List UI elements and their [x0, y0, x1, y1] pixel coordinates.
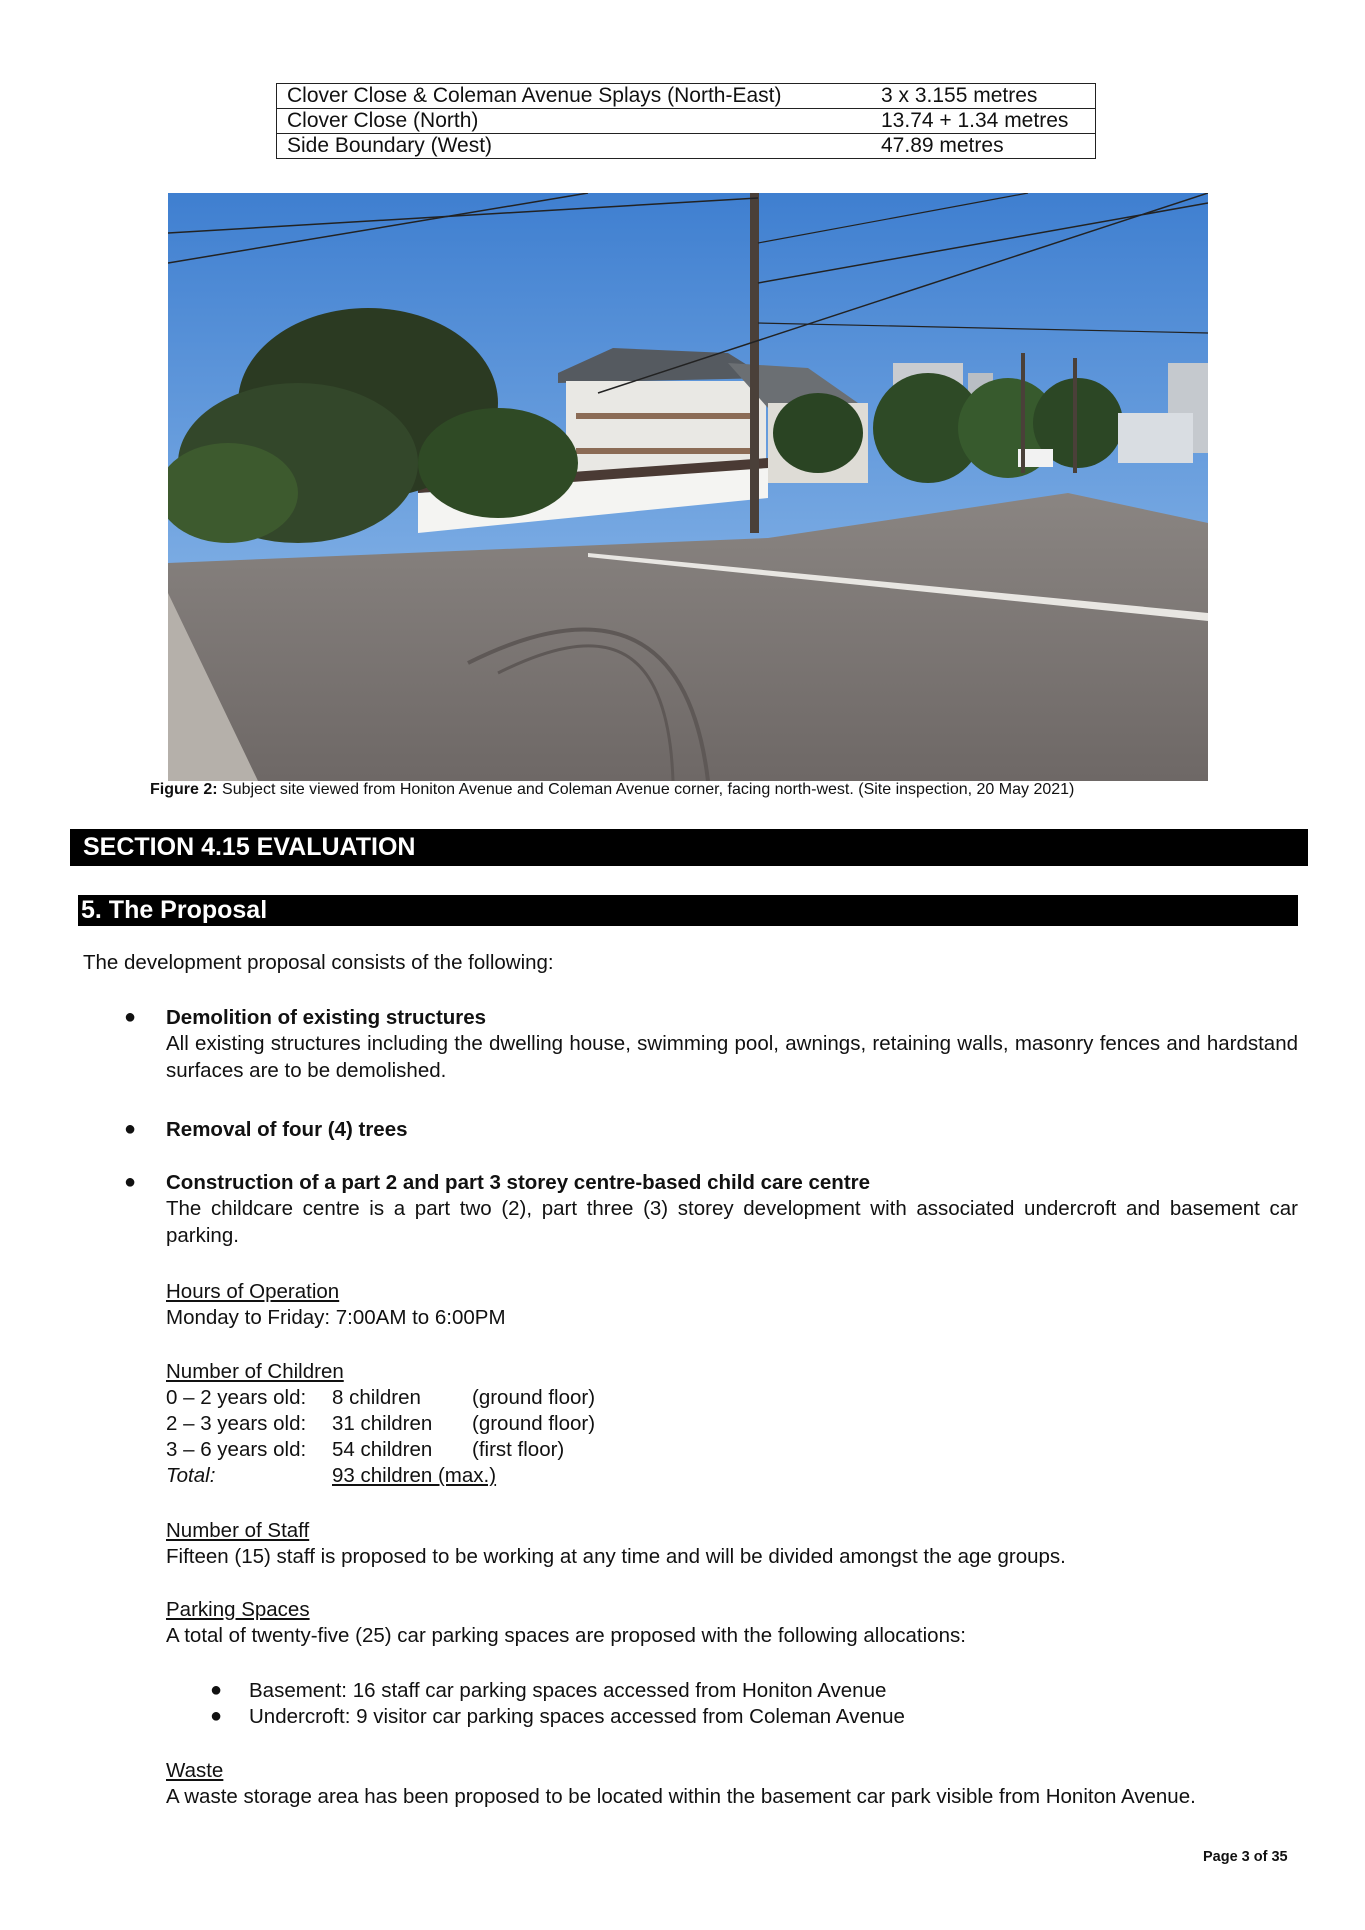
bullet-icon: ●: [210, 1679, 223, 1701]
boundary-table: [276, 83, 1096, 159]
staff-heading: Number of Staff: [166, 1519, 310, 1542]
children-total-label: Total:: [166, 1464, 216, 1487]
parking-heading: Parking Spaces: [166, 1598, 310, 1621]
children-heading: Number of Children: [166, 1360, 344, 1383]
table-row: [277, 84, 1096, 109]
children-age: 3 – 6 years old:: [166, 1438, 307, 1461]
figure-label: Figure 2:: [150, 781, 218, 798]
parking-text: A total of twenty-five (25) car parking spaces are proposed with the following allocations:: [166, 1624, 966, 1647]
proposal-heading-bar: [78, 895, 1298, 926]
proposal-heading: 5. The Proposal: [81, 896, 268, 924]
boundary-name: Side Boundary (West): [277, 134, 872, 159]
children-count: 8 children: [332, 1386, 421, 1409]
children-age: 2 – 3 years old:: [166, 1412, 307, 1435]
hours-text: Monday to Friday: 7:00AM to 6:00PM: [166, 1306, 506, 1329]
boundary-name: Clover Close (North): [277, 109, 872, 134]
boundary-length: 47.89 metres: [871, 134, 1096, 159]
item-title: Removal of four (4) trees: [166, 1118, 408, 1141]
staff-text: Fifteen (15) staff is proposed to be working at any time and will be divided amongst the age groups.: [166, 1545, 1066, 1568]
site-photo: [168, 193, 1208, 781]
children-age: 0 – 2 years old:: [166, 1386, 307, 1409]
waste-heading: Waste: [166, 1759, 224, 1782]
children-count: 54 children: [332, 1438, 433, 1461]
boundary-length: 13.74 + 1.34 metres: [871, 109, 1096, 134]
children-floor: (ground floor): [472, 1386, 596, 1409]
bullet-icon: ●: [124, 1118, 137, 1140]
children-count: 31 children: [332, 1412, 433, 1435]
figure-caption: [150, 781, 1074, 799]
hours-heading: Hours of Operation: [166, 1280, 340, 1303]
section-heading-bar: [70, 829, 1308, 866]
figure-caption-text: Subject site viewed from Honiton Avenue and Coleman Avenue corner, facing north-west. (Site inspection, 20 May 2021): [222, 781, 1075, 798]
boundary-name: Clover Close & Coleman Avenue Splays (North-East): [277, 84, 872, 109]
item-body: The childcare centre is a part two (2), part three (3) storey development with associated undercroft and basement car parking.: [166, 1197, 1298, 1247]
item-title: Construction of a part 2 and part 3 storey centre-based child care centre: [166, 1171, 871, 1194]
bullet-icon: ●: [124, 1006, 137, 1028]
section-heading: SECTION 4.15 EVALUATION: [83, 833, 416, 861]
table-row: [277, 134, 1096, 159]
bullet-icon: ●: [124, 1171, 137, 1193]
page-number: Page 3 of 35: [1203, 1849, 1288, 1865]
parking-item: Undercroft: 9 visitor car parking spaces accessed from Coleman Avenue: [249, 1705, 905, 1728]
intro-text: The development proposal consists of the following:: [83, 951, 554, 974]
item-title: Demolition of existing structures: [166, 1006, 487, 1029]
boundary-length: 3 x 3.155 metres: [871, 84, 1096, 109]
children-floor: (first floor): [472, 1438, 565, 1461]
bullet-icon: ●: [210, 1705, 223, 1727]
children-floor: (ground floor): [472, 1412, 596, 1435]
item-body: All existing structures including the dwelling house, swimming pool, awnings, retaining walls, masonry fences and hardstand surfaces are to be demolished.: [166, 1032, 1298, 1082]
waste-text: A waste storage area has been proposed to be located within the basement car park visible from Honiton Avenue.: [166, 1785, 1196, 1808]
children-total-value: 93 children (max.): [332, 1464, 497, 1487]
table-row: [277, 109, 1096, 134]
parking-item: Basement: 16 staff car parking spaces accessed from Honiton Avenue: [249, 1679, 887, 1702]
